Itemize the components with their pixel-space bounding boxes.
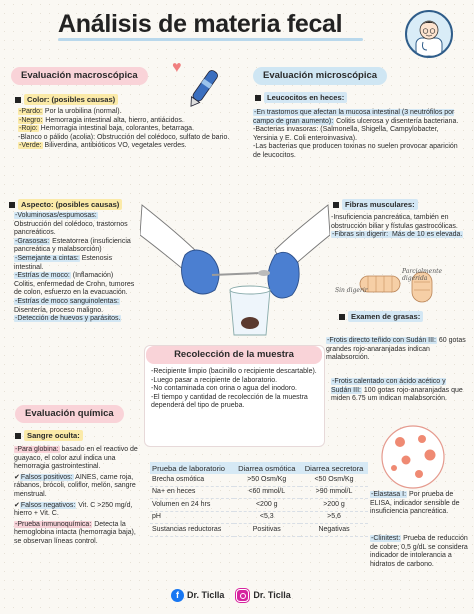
list-item: -Blanco o pálido (acolia): Obstrucción del colédoco, sulfato de bario. — [18, 133, 230, 141]
check-icon: ✔ — [14, 473, 20, 481]
instagram-icon — [236, 589, 249, 602]
table-header: Diarrea osmótica — [234, 462, 301, 474]
list-item: -Pardo: Por la urobilina (normal). — [19, 108, 122, 115]
table-header: Prueba de laboratorio — [150, 462, 234, 474]
table-row: Brecha osmótica >50 Osm/Kg <50 Osm/Kg — [150, 474, 368, 486]
list-item: -Grasosas: Esteatorrea (insuficiencia pancreática y malabsorción) — [14, 237, 131, 254]
list-item: -Voluminosas/espumosas: Obstrucción del colédoco, trastornos pancreáticos. — [14, 212, 128, 237]
list-item: -Luego pasar a recipiente de laboratorio. — [151, 376, 278, 384]
color-label: Color: (posibles causas) — [24, 94, 118, 105]
sangre-label: Sangre oculta: — [24, 430, 83, 441]
table-row: pH <5,3 >5,6 — [150, 511, 368, 524]
clinitest-text: -Clinitest: Prueba de reducción de cobre; 0,5 g/dL se considera indicador de intolerancia a hidratos de carbono. — [370, 535, 468, 568]
list-item: -Las bacterias que producen toxinas no suelen provocar aparición de leucocitos. — [253, 143, 458, 160]
facebook-icon: f — [171, 589, 184, 602]
quimica-heading: Evaluación química — [15, 405, 124, 423]
list-item: -Rojo: Hemorragia intestinal baja, colorantes, betarraga. — [19, 125, 194, 133]
grasas-item-1: -Frotis directo teñido con Sudán III: 60 gotas grandes rojo-anaranjadas indican malabsorción. — [326, 337, 466, 362]
fibras-subheading — [333, 199, 418, 210]
list-item: -Semejante a cintas: Estenosis intestinal. — [14, 255, 113, 271]
sample-collection-illustration — [140, 195, 330, 348]
table-row: Na+ en heces <60 mmol/L >90 mmol/L — [150, 486, 368, 499]
list-item: ✔Falsos positivos: AINES, carne roja, rábanos, brócoli, coliflor, melón, sangre menstrual. — [14, 473, 136, 499]
list-item: -Verde: Biliverdina, antibióticos VO, vegetales verdes. — [19, 142, 187, 150]
grasas-subheading — [339, 311, 423, 322]
recoleccion-list — [151, 368, 323, 411]
title-underline — [58, 38, 363, 41]
bullet-square-icon — [9, 202, 15, 208]
list-item: -No contaminada con orina o agua del inodoro. — [151, 385, 297, 393]
heart-icon: ♥ — [172, 59, 182, 76]
grasas-label: Examen de grasas: — [348, 311, 423, 322]
color-list — [18, 108, 250, 151]
diarrhea-table — [150, 462, 368, 537]
micro-heading: Evaluación microscópica — [253, 67, 387, 85]
list-item: ✔Falsos negativos: Vit. C >250 mg/d, hierro + Vit. C. — [14, 501, 133, 518]
parcialmente-label: Parcialmente digerida — [402, 268, 443, 283]
quimica-list — [14, 446, 140, 547]
author-avatar — [405, 10, 453, 58]
table-header-row — [150, 462, 368, 474]
list-item: -Negro: Hemorragia intestinal alta, hierro, antiácidos. — [19, 116, 184, 124]
list-item: -Recipiente limpio (bacinillo o recipiente descartable). — [151, 368, 317, 375]
facebook-link[interactable]: f Dr. Ticlla — [171, 589, 224, 602]
macro-heading: Evaluación macroscópica — [11, 67, 148, 85]
list-item: -El tiempo y cantidad de recolección de la muestra dependerá del tipo de prueba. — [151, 393, 308, 410]
list-item: -Bacterias invasoras: (Salmonella, Shigella, Campylobacter, Yersinia y E. Coli enteroinvasiva). — [253, 126, 439, 142]
leucocitos-subheading — [255, 92, 347, 103]
fibras-label: Fibras musculares: — [342, 199, 418, 210]
aspecto-subheading — [9, 199, 122, 210]
fibras-text: -Insuficiencia pancreática, también en obstrucción biliar y fístulas gastrocólicas. -Fibras sin digerir: Más de 10 es elevada. — [331, 214, 463, 239]
aspecto-list — [14, 212, 136, 324]
aspecto-label: Aspecto: (posibles causas) — [18, 199, 122, 210]
leucocitos-list — [253, 109, 465, 161]
footer — [171, 589, 291, 602]
grasas-item-2: -Frotis calentado con ácido acético y Sudán III: 100 gotas rojo-anaranjadas que miden 6.75 um indican malabsorción. — [331, 378, 463, 403]
list-item: -Para globina: basado en el reactivo de guayaco, el color azul indica una hemorragia gastrointestinal. — [14, 446, 138, 471]
bullet-square-icon — [333, 202, 339, 208]
sin-digerir-label: Sin digerir — [335, 287, 368, 294]
bullet-square-icon — [255, 95, 261, 101]
page-title: Análisis de materia fecal — [58, 10, 343, 38]
list-item: -Estrías de moco sanguinolentas: Disentería, proceso maligno. — [14, 298, 119, 314]
check-icon: ✔ — [14, 501, 20, 509]
table-header: Diarrea secretora — [300, 462, 368, 474]
list-item: -En trastornos que afectan la mucosa intestinal (3 neutrófilos por campo de gran aumento): Colitis ulcerosa y disentería bacteriana. — [253, 109, 459, 125]
leucocitos-label: Leucocitos en heces: — [264, 92, 347, 103]
bullet-square-icon — [15, 97, 21, 103]
sangre-subheading — [15, 430, 83, 441]
color-subheading — [15, 94, 118, 105]
recoleccion-heading: Recolección de la muestra — [146, 346, 322, 364]
bullet-square-icon — [339, 314, 345, 320]
list-item: -Detección de huevos y parásitos. — [15, 315, 121, 323]
bullet-square-icon — [15, 433, 21, 439]
instagram-link[interactable]: Dr. Ticlla — [236, 589, 290, 602]
fat-drops-illustration — [378, 424, 448, 493]
table-row: Sustancias reductoras Positivas Negativas — [150, 524, 368, 537]
list-item: -Prueba inmunoquímica: Detecta la hemoglobina intacta (hemorragia baja), se observan líneas control. — [14, 520, 136, 546]
list-item: -Estrías de moco: (Inflamación) Colitis, enfermedad de Crohn, tumores de colon, esfuerzo en la evacuación. — [14, 272, 135, 297]
table-row: Volumen en 24 hrs <200 g >200 g — [150, 499, 368, 512]
elastasa-text: -Elastasa I: Por prueba de ELISA, indicador sensible de insuficiencia pancreática. — [370, 491, 460, 516]
